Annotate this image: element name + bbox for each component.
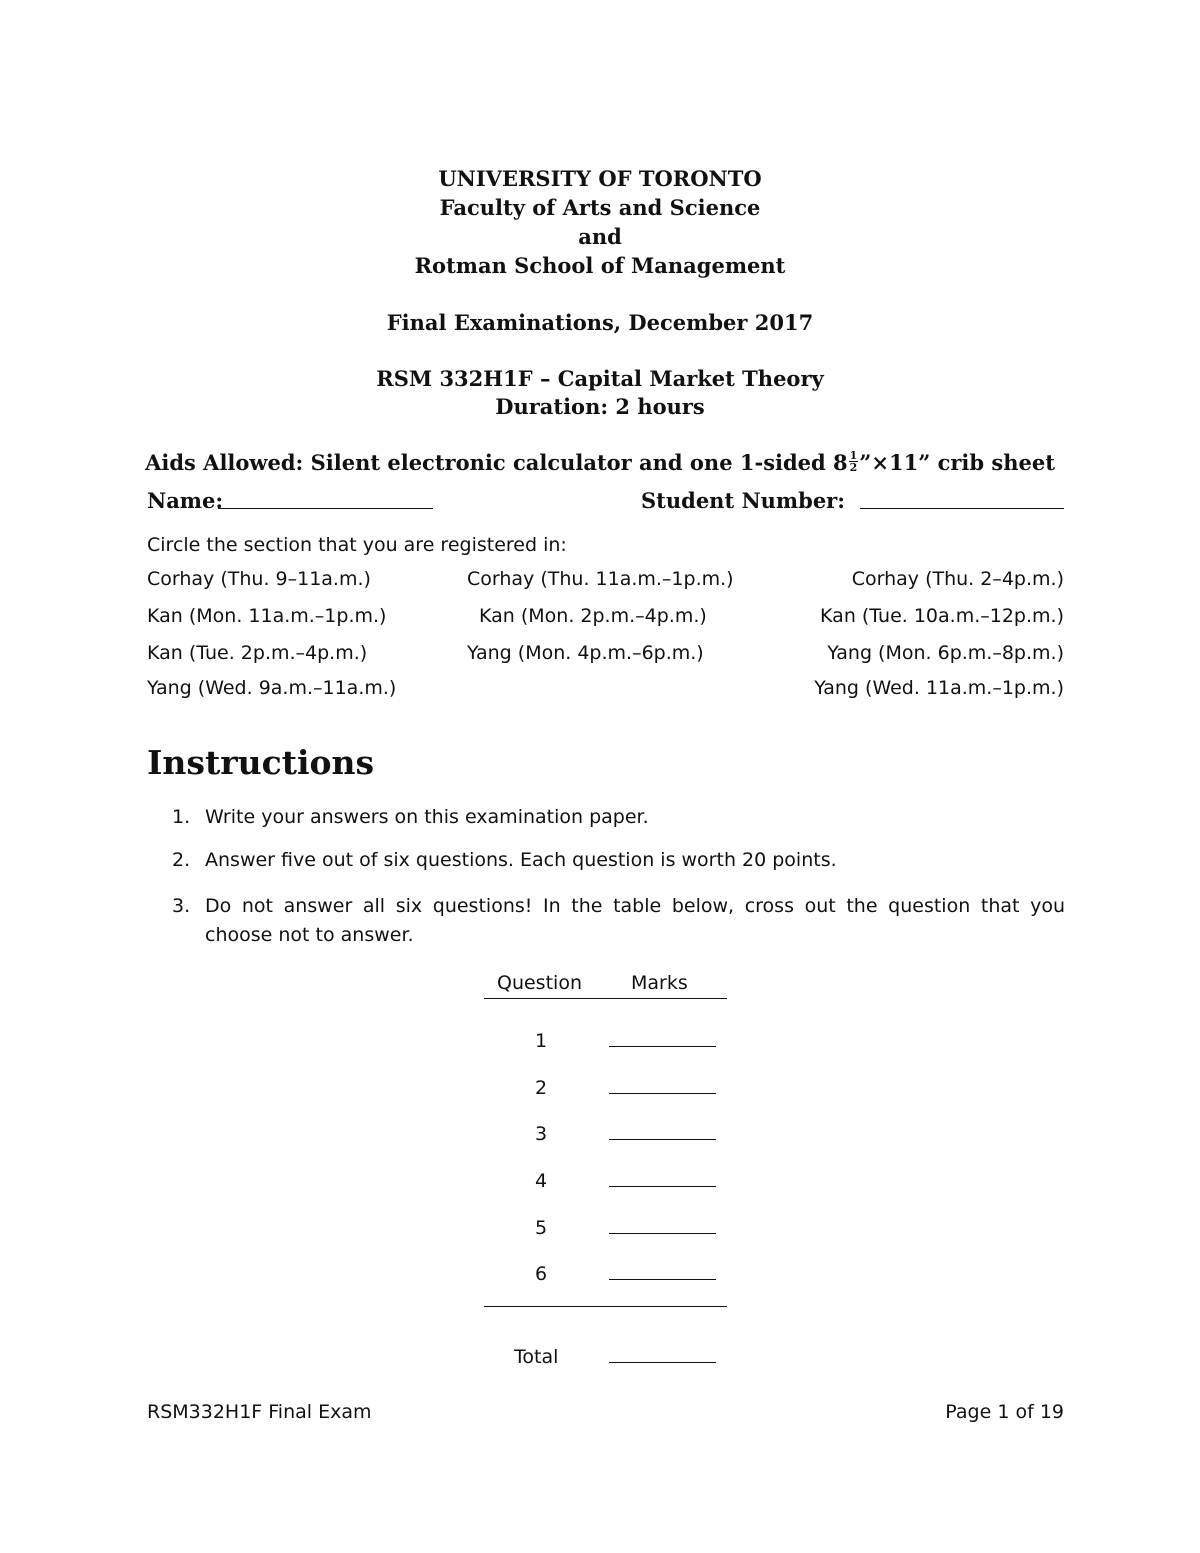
section-option[interactable]: Kan (Mon. 2p.m.–4p.m.) [479, 605, 707, 627]
fraction-denominator: 2 [849, 461, 858, 474]
instruction-text: Do not answer all six questions! In the table below, cross out the question that you [205, 895, 1065, 917]
instruction-text: Write your answers on this examination paper. [205, 806, 649, 828]
section-option[interactable]: Corhay (Thu. 2–4p.m.) [851, 568, 1064, 590]
student-number-label: Student Number: [641, 488, 846, 513]
aids-allowed [0, 449, 1200, 476]
name-label: Name: [147, 488, 224, 513]
name-field-line[interactable] [218, 508, 433, 509]
school-name: Rotman School of Management [414, 253, 786, 278]
instruction-text-continued: choose not to answer. [205, 924, 414, 946]
question-number: 4 [534, 1170, 548, 1192]
section-option[interactable]: Yang (Wed. 9a.m.–11a.m.) [147, 677, 397, 699]
table-total-rule [484, 1306, 727, 1307]
page-number: Page 1 of 19 [945, 1401, 1064, 1423]
exam-duration: Duration: 2 hours [495, 394, 705, 419]
fraction-numerator: 1 [849, 449, 858, 462]
question-number: 6 [534, 1263, 548, 1285]
fraction-one-half [849, 450, 859, 473]
instruction-number: 1. [172, 806, 191, 828]
university-name: UNIVERSITY OF TORONTO [438, 166, 762, 191]
marks-blank[interactable] [609, 1139, 716, 1140]
section-option[interactable]: Kan (Tue. 10a.m.–12p.m.) [820, 605, 1064, 627]
aids-prefix: Aids Allowed: Silent electronic calculator and one 1-sided 8 [145, 450, 848, 475]
table-header-question: Question [497, 972, 582, 994]
faculty-name: Faculty of Arts and Science [439, 195, 761, 220]
section-prompt: Circle the section that you are registered in: [147, 534, 567, 556]
table-header-marks: Marks [631, 972, 688, 994]
marks-blank[interactable] [609, 1046, 716, 1047]
section-option[interactable]: Kan (Tue. 2p.m.–4p.m.) [147, 642, 368, 664]
exam-session: Final Examinations, December 2017 [386, 310, 814, 335]
total-marks-blank[interactable] [609, 1362, 716, 1363]
marks-blank[interactable] [609, 1093, 716, 1094]
footer-course: RSM332H1F Final Exam [147, 1401, 372, 1423]
question-number: 5 [534, 1217, 548, 1239]
aids-suffix: ”×11” crib sheet [859, 450, 1055, 475]
question-number: 3 [534, 1123, 548, 1145]
section-option[interactable]: Yang (Mon. 4p.m.–6p.m.) [467, 642, 704, 664]
total-label: Total [514, 1346, 559, 1368]
section-option[interactable]: Corhay (Thu. 9–11a.m.) [147, 568, 371, 590]
instruction-number: 3. [172, 895, 191, 917]
question-number: 2 [534, 1077, 548, 1099]
section-option[interactable]: Corhay (Thu. 11a.m.–1p.m.) [467, 568, 734, 590]
student-number-field-line[interactable] [860, 508, 1064, 509]
marks-blank[interactable] [609, 1279, 716, 1280]
instructions-heading: Instructions [147, 743, 375, 782]
instruction-text: Answer five out of six questions. Each question is worth 20 points. [205, 849, 837, 871]
section-option[interactable]: Kan (Mon. 11a.m.–1p.m.) [147, 605, 387, 627]
marks-blank[interactable] [609, 1233, 716, 1234]
header-and: and [578, 224, 622, 249]
table-header-rule [484, 998, 727, 999]
instruction-number: 2. [172, 849, 191, 871]
section-option[interactable]: Yang (Mon. 6p.m.–8p.m.) [827, 642, 1064, 664]
question-number: 1 [534, 1030, 548, 1052]
section-option[interactable]: Yang (Wed. 11a.m.–1p.m.) [814, 677, 1064, 699]
marks-blank[interactable] [609, 1186, 716, 1187]
course-title: RSM 332H1F – Capital Market Theory [376, 366, 824, 391]
